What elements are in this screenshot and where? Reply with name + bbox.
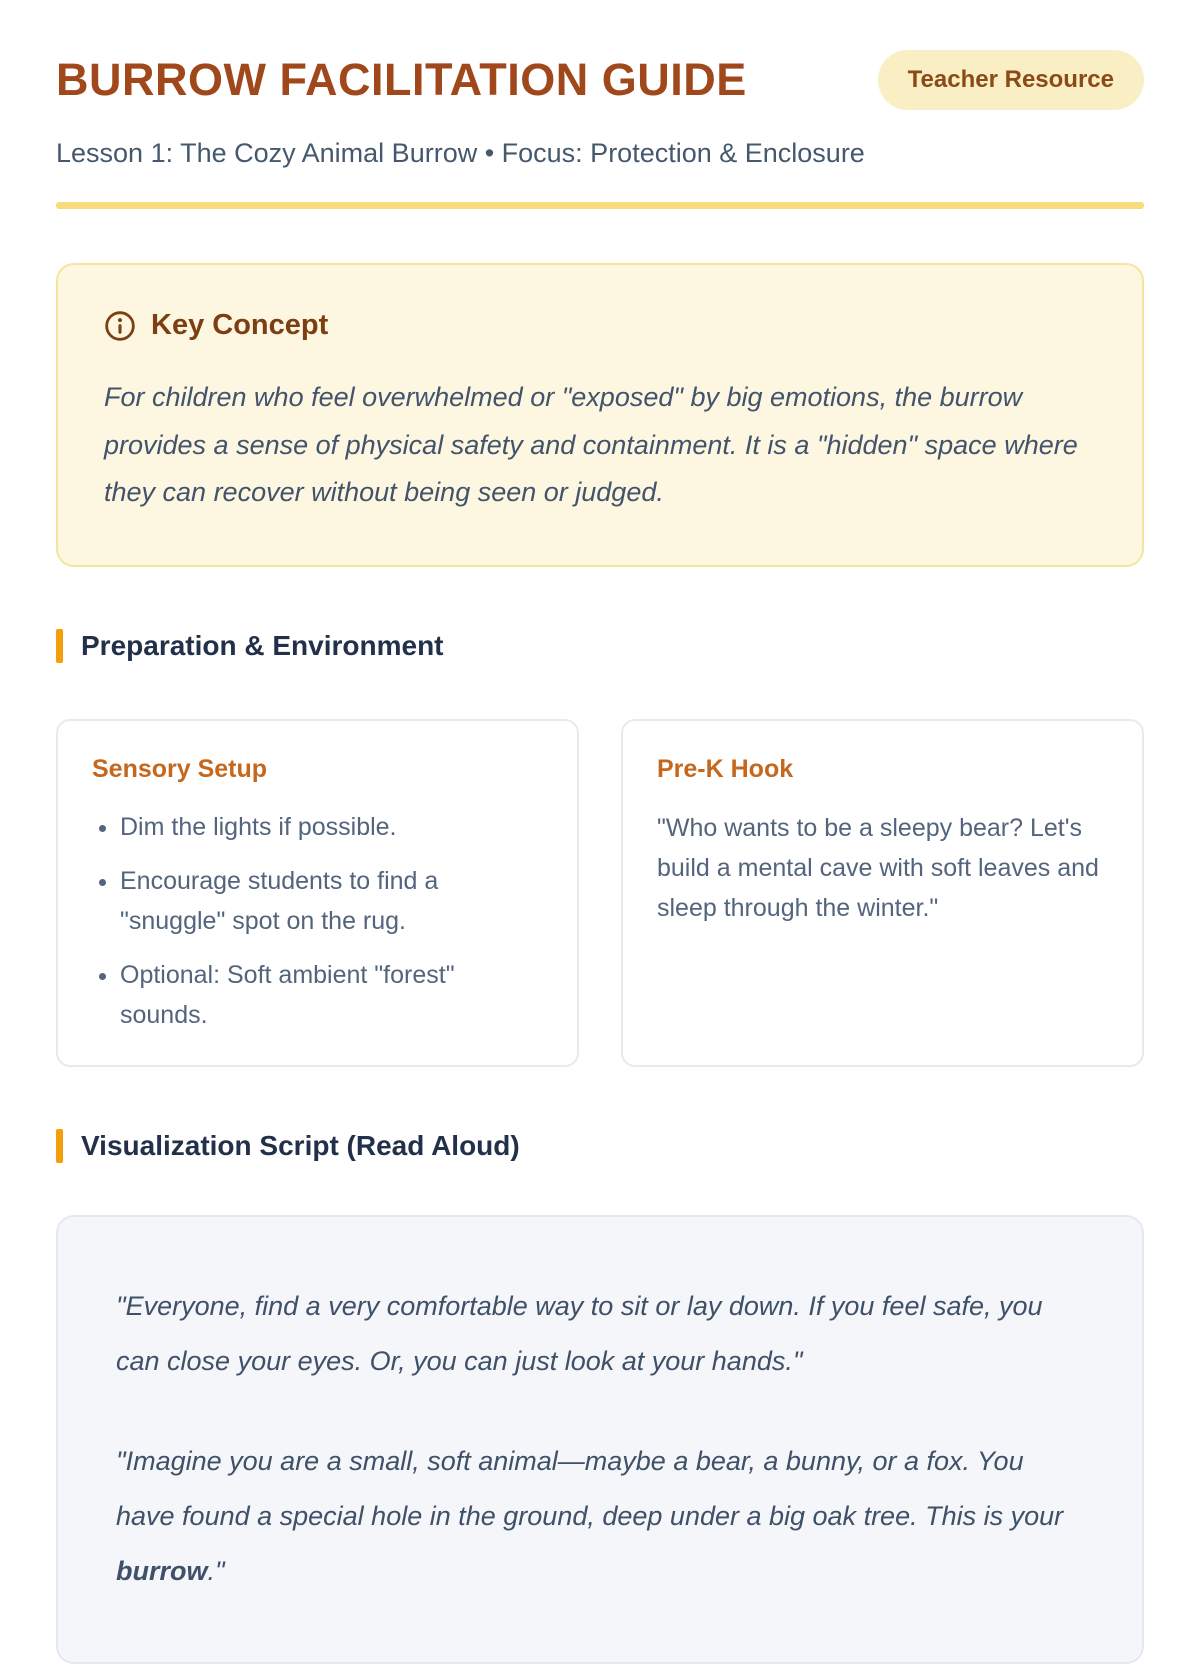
teacher-resource-badge: Teacher Resource — [878, 50, 1144, 110]
list-item: • Optional: Soft ambient "forest" sounds. — [120, 956, 543, 1035]
script-paragraph — [116, 1434, 1084, 1600]
card-title: Pre-K Hook — [657, 754, 794, 783]
section-title: Visualization Script (Read Aloud) — [81, 1130, 520, 1162]
section-title: Preparation & Environment — [81, 629, 444, 661]
bold-term: burrow — [116, 1556, 208, 1587]
preparation-cards — [56, 719, 1144, 1068]
prek-hook-card — [621, 719, 1144, 1068]
key-concept-heading: Key Concept — [151, 309, 329, 341]
list-item: • Dim the lights if possible. — [120, 808, 543, 848]
list-item: • Encourage students to find a "snuggle" spot on the rug. — [120, 862, 543, 941]
key-concept-text: For children who feel overwhelmed or "exposed" by big emotions, the burrow provides a sense of physical safety and containment. It is a "hidden" space where they can recover without being seen or judged. — [104, 382, 1078, 508]
sensory-setup-card — [56, 719, 579, 1068]
preparation-section-heading — [56, 629, 1144, 663]
key-concept-header — [104, 309, 1096, 342]
visualization-script-box — [56, 1215, 1144, 1664]
sensory-setup-list — [92, 808, 543, 1036]
accent-bar — [56, 1129, 63, 1163]
key-concept-callout — [56, 263, 1144, 567]
script-section-heading — [56, 1129, 1144, 1163]
info-icon — [104, 310, 136, 342]
card-title: Sensory Setup — [92, 754, 268, 783]
divider-rule — [56, 202, 1144, 209]
script-text: ." — [207, 1556, 225, 1587]
script-text: "Imagine you are a small, soft animal—maybe a bear, a bunny, or a fox. You have found a special hole in the ground, deep under a big oak tree. This is your — [116, 1445, 1064, 1532]
prek-hook-text: "Who wants to be a sleepy bear? Let's build a mental cave with soft leaves and sleep through the winter." — [657, 813, 1099, 922]
lesson-subtitle: Lesson 1: The Cozy Animal Burrow • Focus: Protection & Enclosure — [56, 138, 865, 168]
page-title: BURROW FACILITATION GUIDE — [56, 54, 747, 106]
accent-bar — [56, 629, 63, 663]
script-paragraph: "Everyone, find a very comfortable way to sit or lay down. If you feel safe, you can close your eyes. Or, you can just look at your hands." — [116, 1291, 1043, 1377]
page-header — [56, 50, 1144, 110]
